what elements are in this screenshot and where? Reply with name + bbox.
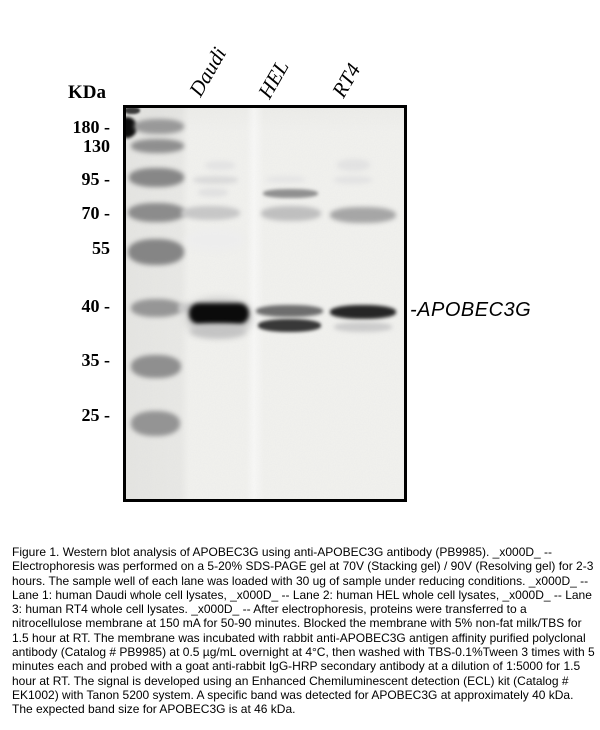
blot-bands-layer [126,108,404,499]
marker-label: 95 - [81,169,110,189]
blot-band [134,119,184,134]
blot-band [124,107,140,114]
marker-label: 55 [92,238,110,258]
blot-band [129,168,184,187]
blot-band [186,229,244,251]
marker-label: 40 - [81,296,110,316]
blot-band [256,305,323,317]
kda-unit-label: KDa [68,82,106,103]
blot-band [128,203,185,222]
marker-label: 25 - [81,405,110,425]
blot-band [181,206,240,220]
marker-label: 70 - [81,203,110,223]
blot-band [205,161,235,170]
figure-caption: Figure 1. Western blot analysis of APOBEC3G using anti-APOBEC3G antibody (PB9985). _x000D_ -- Electrophoresis was performed on a 5-20% SDS-PAGE gel at 70V (Stacking gel) / 90V (Resolving gel) for 2-3 hours. The sample well of each lane was loaded with 30 ug of sample under reducing conditions. _x000D_ -- Lane 1: human Daudi whole cell lysates, _x000D_ -- Lane 2: human HEL whole cell lysates, _x000D_ -- Lane 3: human RT4 whole cell lysates. _x000D_ -- After electrophoresis, proteins were transferred to a nitrocellulose membrane at 150 mA for 50-90 minutes. Blocked the membrane with 5% non-fat milk/TBS for 1.5 hour at RT. The membrane was incubated with rabbit anti-APOBEC3G antigen affinity purified polyclonal antibody (Catalog # PB9985) at 0.5 µg/mL overnight at 4°C, then washed with TBS-0.1%Tween 3 times with 5 minutes each and probed with a goat anti-rabbit IgG-HRP secondary antibody at a dilution of 1:5000 for 1.5 hour at RT. The signal is developed using an Enhanced Chemiluminescent detection (ECL) kit (Catalog # EK1002) with Tanon 5200 system. A specific band was detected for APOBEC3G at approximately 40 kDa. The expected band size for APOBEC3G is at 46 kDa. [12,545,595,717]
blot-band [334,322,392,332]
blot-band [258,319,321,332]
blot-band [334,176,372,184]
blot-band [261,206,321,221]
blot-band [131,355,181,378]
blot-band [131,139,184,153]
marker-label: 180 - [72,117,110,137]
blot-band [266,176,305,183]
blot-band [128,239,184,265]
blot-band [131,411,180,436]
blot-band [337,159,370,171]
lane-label: RT4 [327,59,366,102]
gel-blot-panel [123,105,407,502]
blot-band [263,189,318,198]
lane-label: Daudi [184,43,232,101]
blot-band [193,176,238,184]
blot-band [198,188,228,197]
blot-band [190,325,246,338]
marker-label: 130 [83,136,110,156]
band-annotation-label: -APOBEC3G [410,299,532,321]
lane-label: HEL [253,56,294,103]
blot-band [330,305,396,319]
blot-band [189,303,249,324]
blot-band [131,299,182,317]
marker-label: 35 - [81,350,110,370]
blot-band [330,207,396,223]
